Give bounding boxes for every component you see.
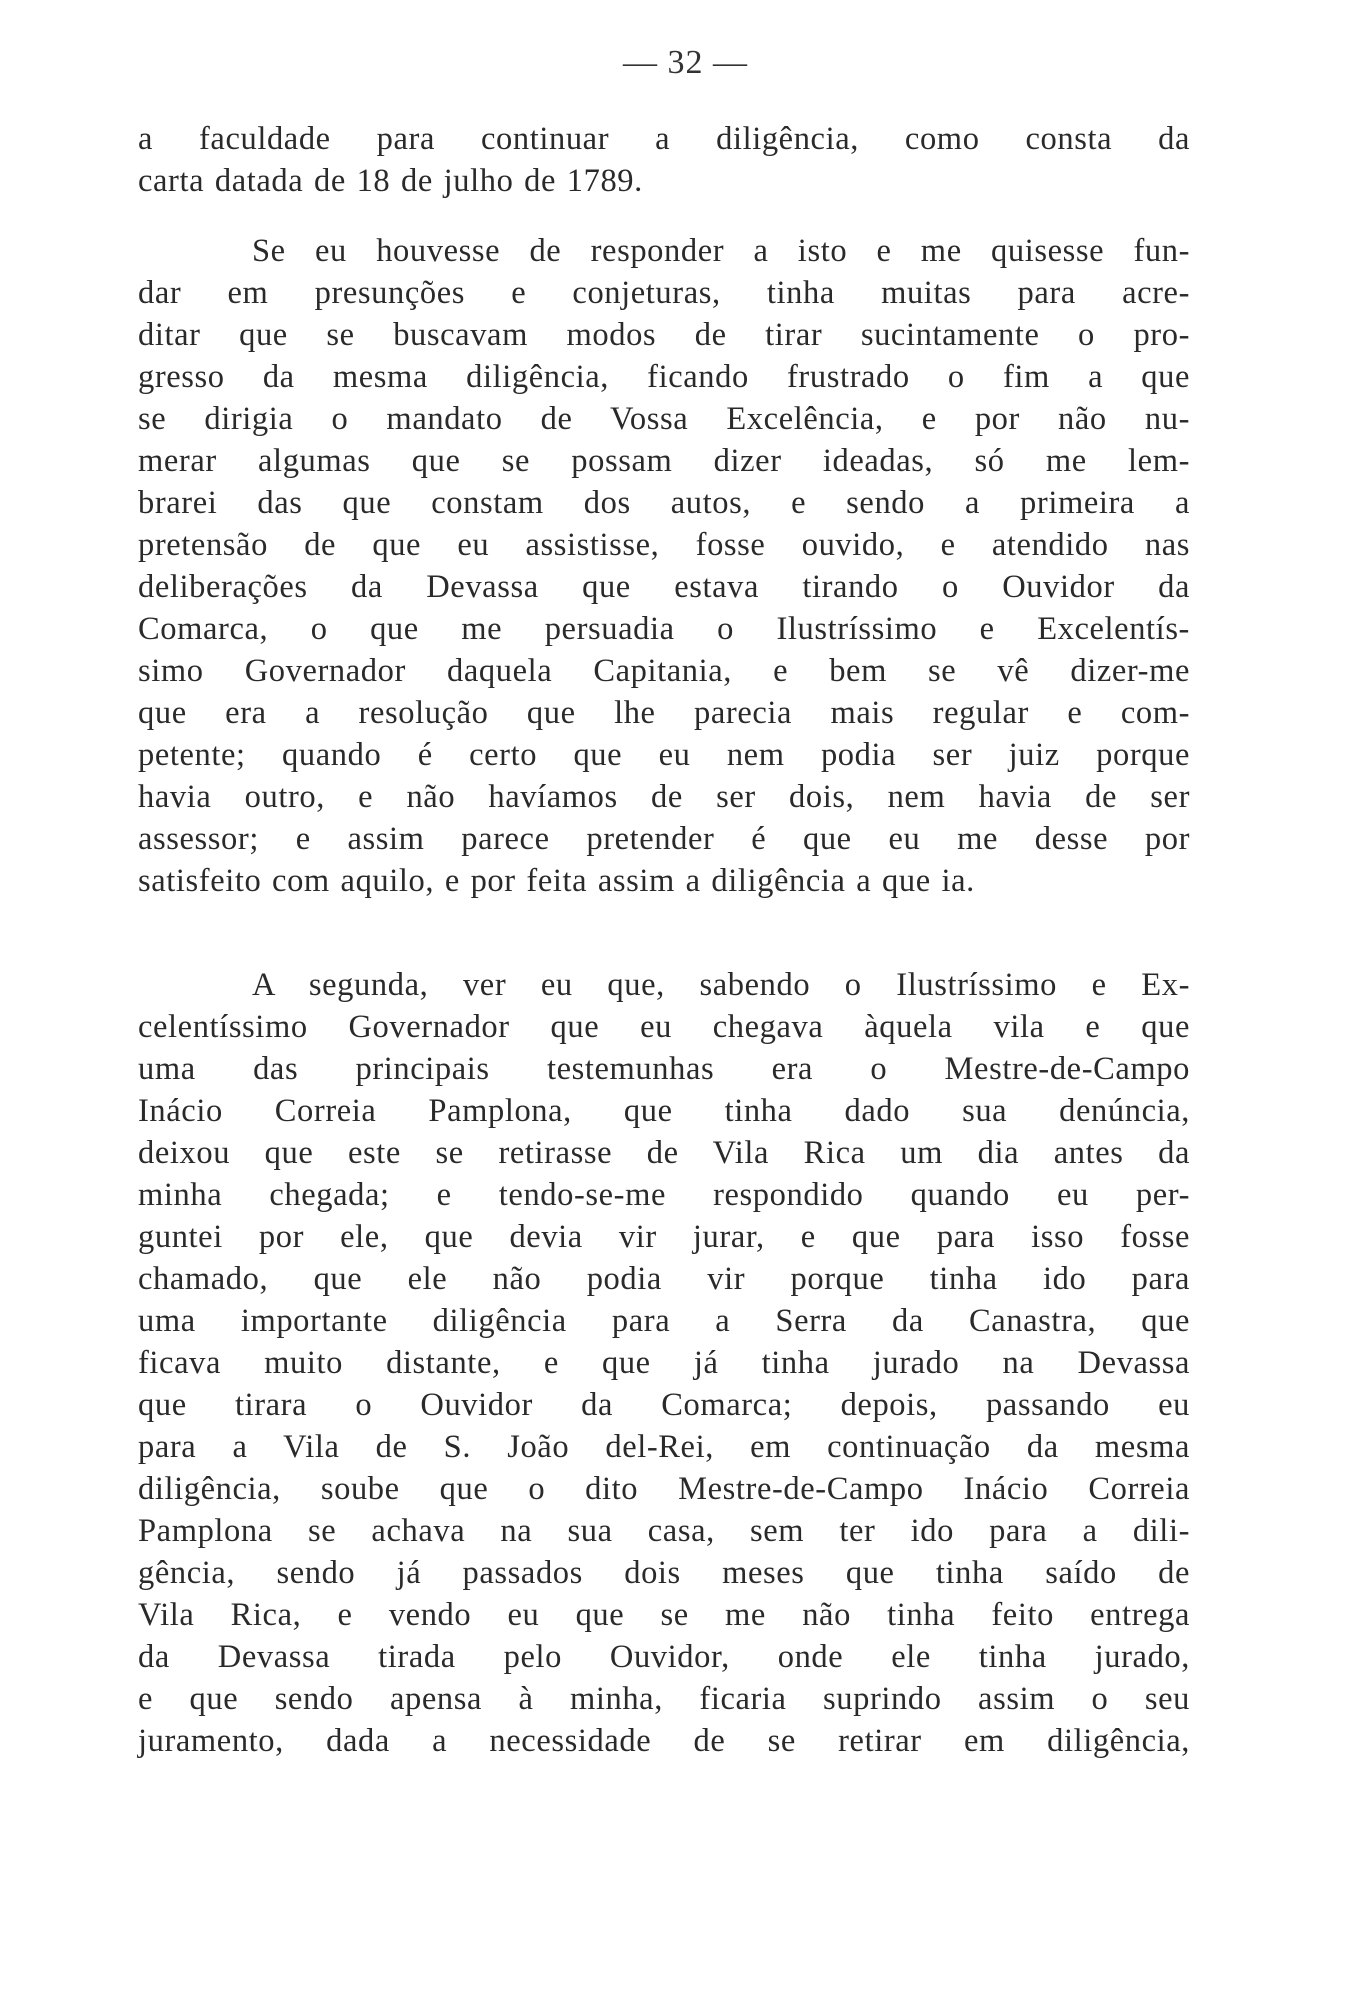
- text-line: petente; quando é certo que eu nem podia ser juiz porque: [138, 737, 1190, 773]
- text-line: dar em presunções e conjeturas, tinha muitas para acre-: [138, 275, 1190, 311]
- text-line: e que sendo apensa à minha, ficaria suprindo assim o seu: [138, 1681, 1190, 1717]
- text-line: brarei das que constam dos autos, e sendo a primeira a: [138, 485, 1190, 521]
- text-line: Comarca, o que me persuadia o Ilustríssimo e Excelentís-: [138, 611, 1190, 647]
- text-line: que tirara o Ouvidor da Comarca; depois, passando eu: [138, 1387, 1190, 1423]
- text-line: merar algumas que se possam dizer ideadas, só me lem-: [138, 443, 1190, 479]
- text-line: carta datada de 18 de julho de 1789.: [138, 163, 643, 199]
- text-line: Inácio Correia Pamplona, que tinha dado sua denúncia,: [138, 1093, 1190, 1129]
- text-line: ficava muito distante, e que já tinha jurado na Devassa: [138, 1345, 1190, 1381]
- text-line: simo Governador daquela Capitania, e bem se vê dizer-me: [138, 653, 1190, 689]
- text-line: gência, sendo já passados dois meses que tinha saído de: [138, 1555, 1190, 1591]
- text-line: para a Vila de S. João del-Rei, em continuação da mesma: [138, 1429, 1190, 1465]
- text-line: a faculdade para continuar a diligência, como consta da: [138, 121, 1190, 157]
- text-line: ditar que se buscavam modos de tirar sucintamente o pro-: [138, 317, 1190, 353]
- text-line: pretensão de que eu assistisse, fosse ouvido, e atendido nas: [138, 527, 1190, 563]
- text-line: satisfeito com aquilo, e por feita assim a diligência a que ia.: [138, 863, 975, 899]
- text-line: A segunda, ver eu que, sabendo o Ilustríssimo e Ex-: [252, 967, 1190, 1003]
- text-line: guntei por ele, que devia vir jurar, e que para isso fosse: [138, 1219, 1190, 1255]
- text-line: que era a resolução que lhe parecia mais regular e com-: [138, 695, 1190, 731]
- text-line: gresso da mesma diligência, ficando frustrado o fim a que: [138, 359, 1190, 395]
- text-line: Pamplona se achava na sua casa, sem ter ido para a dili-: [138, 1513, 1190, 1549]
- text-line: diligência, soube que o dito Mestre-de-Campo Inácio Correia: [138, 1471, 1190, 1507]
- text-line: havia outro, e não havíamos de ser dois, nem havia de ser: [138, 779, 1190, 815]
- text-line: deliberações da Devassa que estava tirando o Ouvidor da: [138, 569, 1190, 605]
- page-number: — 32 —: [623, 44, 748, 81]
- paragraph-2: [138, 230, 1190, 902]
- paragraph-1: [138, 118, 1190, 202]
- paragraph-3: [138, 964, 1190, 1762]
- text-line: chamado, que ele não podia vir porque tinha ido para: [138, 1261, 1190, 1297]
- text-line: Vila Rica, e vendo eu que se me não tinha feito entrega: [138, 1597, 1190, 1633]
- text-line: minha chegada; e tendo-se-me respondido quando eu per-: [138, 1177, 1190, 1213]
- text-line: juramento, dada a necessidade de se retirar em diligência,: [138, 1723, 1190, 1759]
- text-line: celentíssimo Governador que eu chegava àquela vila e que: [138, 1009, 1190, 1045]
- text-line: da Devassa tirada pelo Ouvidor, onde ele tinha jurado,: [138, 1639, 1190, 1675]
- text-line: uma das principais testemunhas era o Mestre-de-Campo: [138, 1051, 1190, 1087]
- text-line: deixou que este se retirasse de Vila Rica um dia antes da: [138, 1135, 1190, 1171]
- text-line: se dirigia o mandato de Vossa Excelência, e por não nu-: [138, 401, 1190, 437]
- text-line: Se eu houvesse de responder a isto e me quisesse fun-: [252, 233, 1190, 269]
- text-line: assessor; e assim parece pretender é que eu me desse por: [138, 821, 1190, 857]
- text-line: uma importante diligência para a Serra da Canastra, que: [138, 1303, 1190, 1339]
